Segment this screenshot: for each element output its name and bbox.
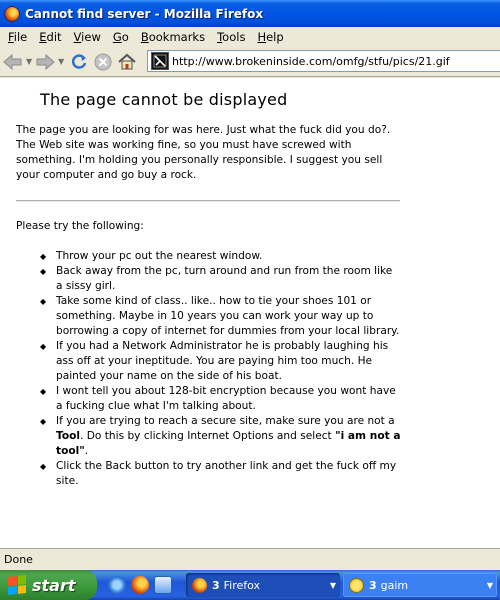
stop-button[interactable] — [93, 50, 113, 74]
task-firefox[interactable]: 3 Firefox ▼ — [186, 573, 340, 597]
forward-button[interactable] — [34, 50, 56, 74]
window-title: Cannot find server - Mozilla Firefox — [25, 6, 264, 21]
back-icon — [2, 52, 24, 72]
quicklaunch-ie-icon[interactable] — [108, 576, 126, 594]
list-item: ◆ If you had a Network Administrator he is probably laughing his ass off at your ineptitude. You are paying him too much. He painted your name on the side of his boat. — [40, 339, 402, 384]
page-content — [0, 78, 500, 548]
stop-icon — [93, 52, 113, 72]
forward-dropdown-icon[interactable]: ▼ — [58, 57, 65, 66]
list-item: ◆ Take some kind of class.. like.. how to tie your shoes 101 or something. Maybe in 10 years you can work your way up to borrowing a copy of internet for dummies from your local library. — [40, 294, 402, 339]
intro-paragraph: The page you are looking for was here. Just what the fuck did you do?. The Web site was working fine, so you must have screwed with something. I'm holding you personally responsible. I suggest you sell your computer and go buy a rock. — [16, 124, 391, 181]
list-item: ◆ I wont tell you about 128-bit encryption because you wont have a fucking clue what I'm talking about. — [40, 384, 402, 414]
list-item: ◆ If you are trying to reach a secure site, make sure you are not a Tool. Do this by clicking Internet Options and select "i am not a tool". — [40, 414, 402, 459]
menu-help[interactable]: Help — [257, 30, 284, 44]
menu-view[interactable]: View — [73, 30, 101, 44]
site-favicon-icon — [151, 52, 169, 70]
back-button[interactable] — [2, 50, 24, 74]
list-item: ◆ Back away from the pc, turn around and run from the room like a sissy girl. — [40, 264, 402, 294]
windows-logo-icon — [8, 575, 26, 595]
menu-file[interactable]: File — [8, 30, 28, 44]
forward-icon — [34, 52, 56, 72]
start-label: start — [32, 575, 76, 595]
home-button[interactable] — [117, 50, 137, 74]
firefox-icon — [192, 578, 207, 593]
reload-button[interactable] — [69, 50, 89, 74]
back-dropdown-icon[interactable]: ▼ — [26, 57, 33, 66]
home-icon — [117, 52, 137, 72]
task-gaim[interactable]: 3 gaim ▼ — [343, 573, 497, 597]
page-heading: The page cannot be displayed — [40, 90, 288, 109]
taskbar — [0, 570, 500, 600]
navigation-toolbar — [0, 47, 500, 77]
menu-tools[interactable]: Tools — [217, 30, 246, 44]
divider — [16, 200, 400, 202]
menu-edit[interactable]: Edit — [39, 30, 62, 44]
chevron-down-icon: ▼ — [329, 580, 336, 590]
list-item: ◆ Throw your pc out the nearest window. — [40, 249, 402, 264]
menu-bar — [0, 27, 500, 47]
quicklaunch-app-icon[interactable] — [154, 576, 172, 594]
suggestion-list — [40, 249, 402, 489]
quicklaunch-firefox-icon[interactable] — [131, 576, 149, 594]
menu-bookmarks[interactable]: Bookmarks — [140, 30, 206, 44]
gaim-icon — [349, 578, 364, 593]
reload-icon — [69, 52, 89, 72]
firefox-icon — [4, 6, 20, 22]
list-item: ◆ Click the Back button to try another link and get the fuck off my site. — [40, 459, 402, 489]
url-bar[interactable] — [147, 50, 500, 72]
start-button[interactable] — [0, 570, 97, 600]
menu-go[interactable]: Go — [112, 30, 129, 44]
title-bar — [0, 0, 500, 27]
status-text: Done — [4, 553, 33, 566]
chevron-down-icon: ▼ — [486, 580, 493, 590]
try-label: Please try the following: — [16, 220, 144, 232]
status-bar — [0, 548, 500, 570]
url-text[interactable]: http://www.brokeninside.com/omfg/stfu/pics/21.gif — [172, 54, 450, 68]
